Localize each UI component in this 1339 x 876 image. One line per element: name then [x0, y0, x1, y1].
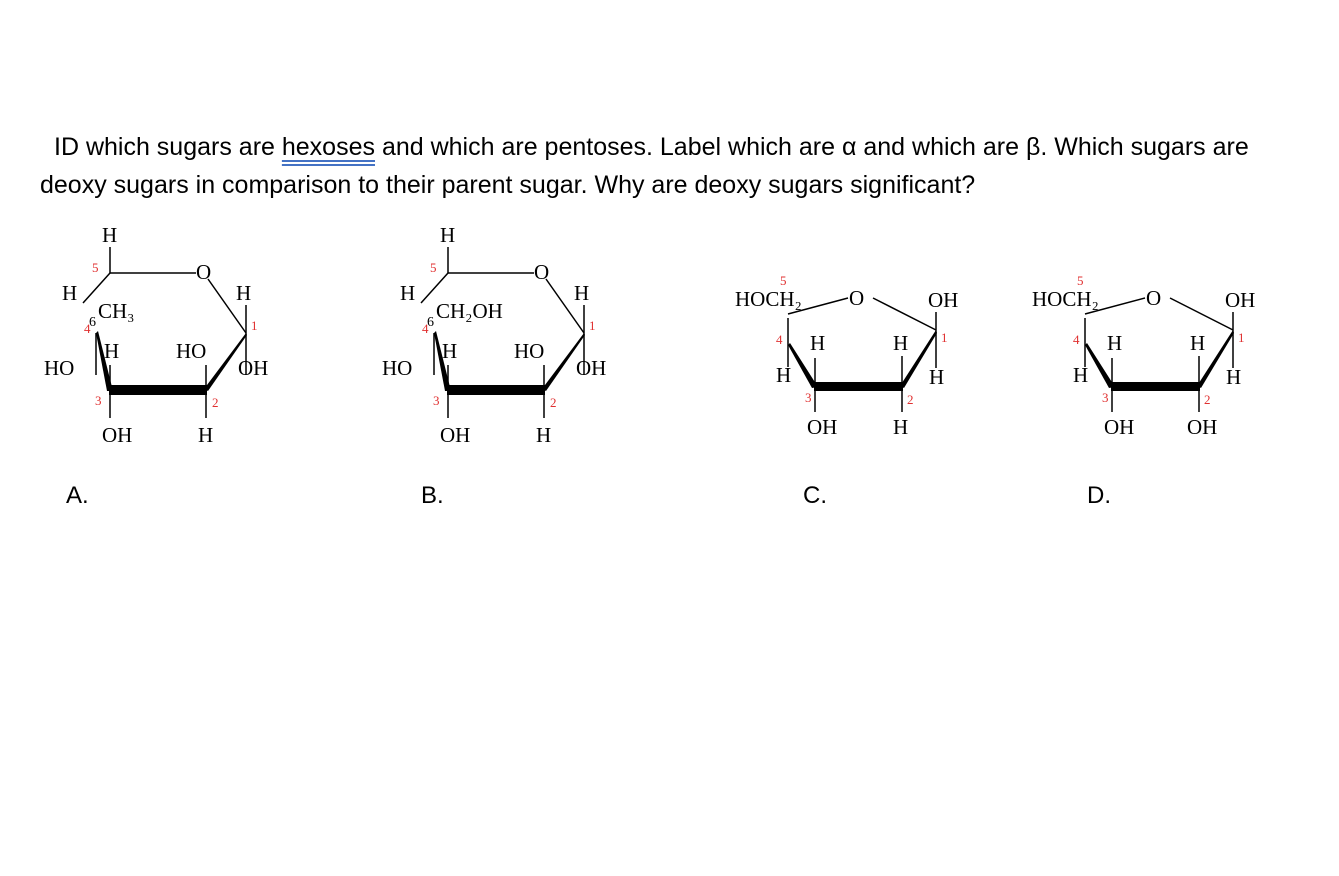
- b-c2-down-h: H: [536, 423, 552, 447]
- a-c2-number: 2: [212, 395, 219, 410]
- b-ring-oxygen: O: [534, 260, 550, 284]
- d-c2-down-oh: OH: [1187, 415, 1218, 439]
- a-c4-left-ho: HO: [44, 356, 75, 380]
- caption-b: B.: [421, 482, 444, 509]
- c-c3-number: 3: [805, 390, 812, 405]
- b-c5-top-h: H: [440, 223, 456, 247]
- a-c1-down-oh: OH: [238, 356, 269, 380]
- caption-c: C.: [803, 482, 827, 509]
- a-c5-top-h: H: [102, 223, 118, 247]
- a-c5-number: 5: [92, 260, 99, 275]
- c-c5-group: HOCH₂: [735, 287, 802, 311]
- c-c3-up-h: H: [810, 331, 826, 355]
- c-c5-number: 5: [780, 273, 787, 288]
- d-c1-up-oh: OH: [1225, 288, 1256, 312]
- b-c2-number: 2: [550, 395, 557, 410]
- b-c4-left-ho: HO: [382, 356, 413, 380]
- d-c5-number: 5: [1077, 273, 1084, 288]
- c-c2-number: 2: [907, 392, 914, 407]
- a-c6-group: CH₃: [98, 299, 135, 323]
- a-ring-oxygen: O: [196, 260, 212, 284]
- b-c1-down-oh: OH: [576, 356, 607, 380]
- a-c6-number: 6: [89, 315, 96, 330]
- c-c1-up-oh: OH: [928, 288, 959, 312]
- a-c4-number: 4: [84, 321, 91, 336]
- a-c3-number: 3: [95, 393, 102, 408]
- b-c1-number: 1: [589, 318, 596, 333]
- d-c1-down-h: H: [1226, 365, 1242, 389]
- b-c3-down-oh: OH: [440, 423, 471, 447]
- structure-b: [382, 223, 606, 447]
- d-c4-number: 4: [1073, 332, 1080, 347]
- b-c4-number: 4: [422, 321, 429, 336]
- b-c5-number: 5: [430, 260, 437, 275]
- c-c1-number: 1: [941, 330, 948, 345]
- d-c3-down-oh: OH: [1104, 415, 1135, 439]
- c-c4-left-h: H: [776, 363, 792, 387]
- caption-d: D.: [1087, 482, 1111, 509]
- d-c4-left-h: H: [1073, 363, 1089, 387]
- d-ring-oxygen: O: [1146, 286, 1162, 310]
- question-part2: and which are pentoses. Label which are α and which are β. Which sugars are deoxy sugars in comparison to their parent sugar. Why are deoxy sugars significant?: [40, 133, 1249, 199]
- b-c6-group: CH₂OH: [436, 299, 503, 323]
- a-c1-up-h: H: [236, 281, 252, 305]
- a-c4-up-h: H: [104, 339, 120, 363]
- structure-c: [735, 273, 958, 439]
- b-c6-number: 6: [427, 315, 434, 330]
- a-c2-down-h: H: [198, 423, 214, 447]
- c-c4-number: 4: [776, 332, 783, 347]
- structure-a: [44, 223, 268, 447]
- b-c3-number: 3: [433, 393, 440, 408]
- c-c2-up-h: H: [893, 331, 909, 355]
- d-c2-up-h: H: [1190, 331, 1206, 355]
- d-c1-number: 1: [1238, 330, 1245, 345]
- b-c5-left-h: H: [400, 281, 416, 305]
- hexoses-underlined: hexoses: [281, 133, 375, 161]
- question-part1: ID which sugars are: [54, 133, 282, 161]
- d-c3-up-h: H: [1107, 331, 1123, 355]
- c-ring-oxygen: O: [849, 286, 865, 310]
- a-c3-down-oh: OH: [102, 423, 133, 447]
- b-c2-up-ho: HO: [514, 339, 545, 363]
- c-c3-down-oh: OH: [807, 415, 838, 439]
- d-c5-group: HOCH₂: [1032, 287, 1099, 311]
- structure-d: [1032, 273, 1255, 439]
- a-c1-number: 1: [251, 318, 258, 333]
- c-c1-down-h: H: [929, 365, 945, 389]
- a-c2-up-ho: HO: [176, 339, 207, 363]
- caption-a: A.: [66, 482, 89, 509]
- b-c4-up-h: H: [442, 339, 458, 363]
- d-c3-number: 3: [1102, 390, 1109, 405]
- c-c2-down-h: H: [893, 415, 909, 439]
- a-c5-left-h: H: [62, 281, 78, 305]
- d-c2-number: 2: [1204, 392, 1211, 407]
- b-c1-up-h: H: [574, 281, 590, 305]
